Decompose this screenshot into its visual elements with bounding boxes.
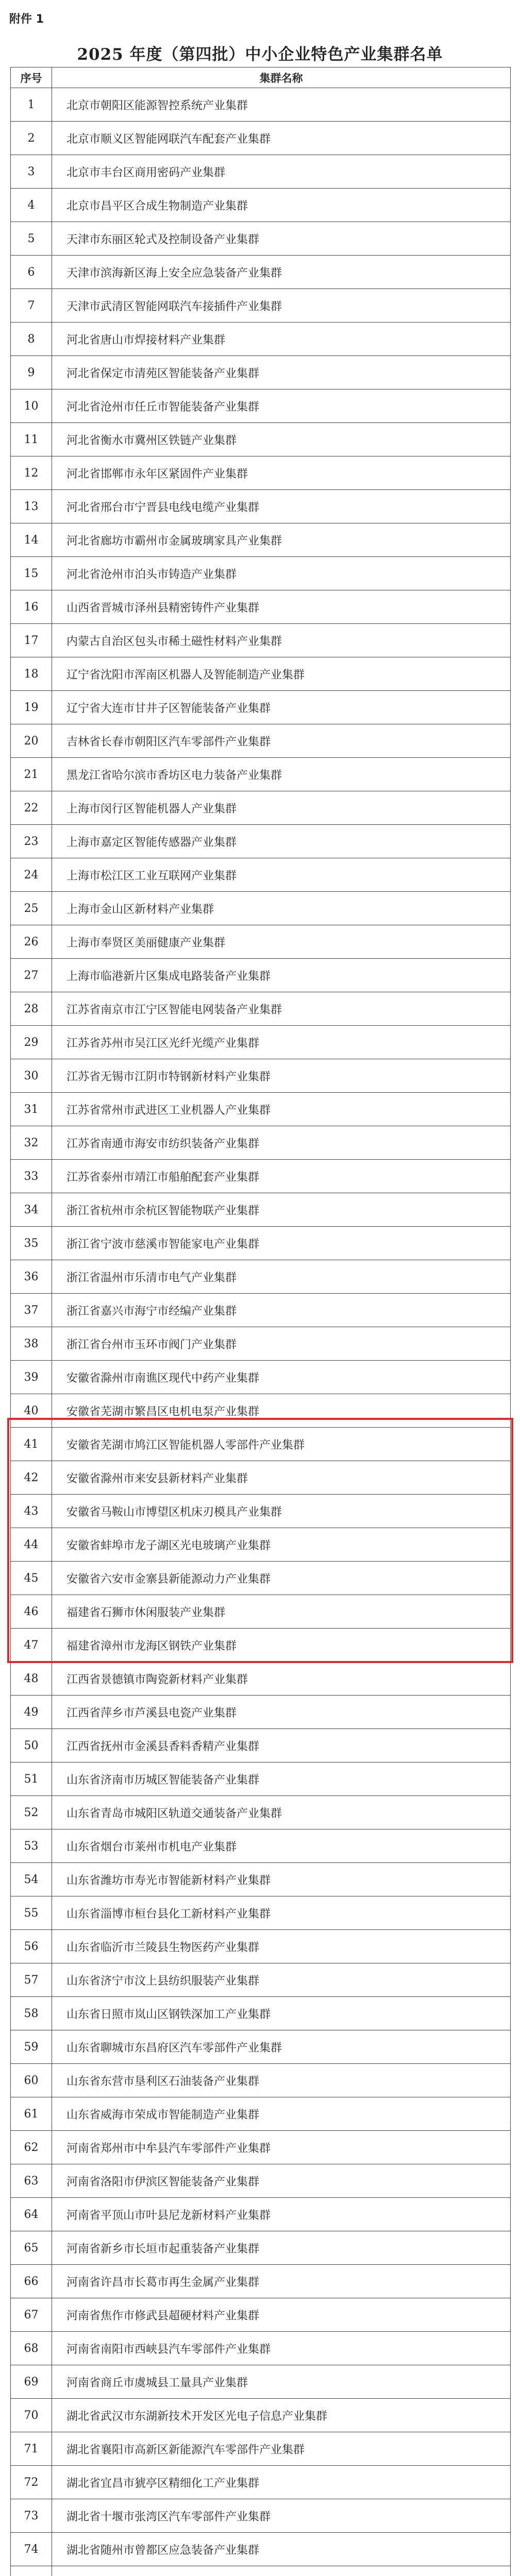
row-index: 70 — [11, 2399, 52, 2432]
row-index: 53 — [11, 1829, 52, 1863]
table-row — [11, 1093, 511, 1126]
row-index: 72 — [11, 2466, 52, 2499]
table-row — [11, 423, 511, 456]
table-row — [11, 791, 511, 825]
table-row — [11, 2097, 511, 2131]
cluster-name: 江西省萍乡市芦溪县电瓷产业集群 — [52, 1696, 511, 1729]
table-row — [11, 323, 511, 356]
table-row — [11, 825, 511, 858]
row-index: 2 — [11, 122, 52, 155]
table-row — [11, 1495, 511, 1528]
table-row — [11, 1863, 511, 1896]
table-row — [11, 1428, 511, 1461]
cluster-name: 河北省廊坊市霸州市金属玻璃家具产业集群 — [52, 523, 511, 557]
cluster-name: 山东省淄博市桓台县化工新材料产业集群 — [52, 1896, 511, 1930]
cluster-name: 上海市松江区工业互联网产业集群 — [52, 858, 511, 892]
row-index: 35 — [11, 1227, 52, 1260]
table-row — [11, 1629, 511, 1662]
cluster-name: 河北省邯郸市永年区紧固件产业集群 — [52, 456, 511, 490]
row-index: 13 — [11, 490, 52, 523]
row-index: 66 — [11, 2265, 52, 2298]
row-index: 52 — [11, 1796, 52, 1829]
table-row — [11, 2533, 511, 2566]
cluster-name: 河南省许昌市长葛市再生金属产业集群 — [52, 2265, 511, 2298]
row-index: 74 — [11, 2533, 52, 2566]
cluster-name: 江苏省无锡市江阴市特钢新材料产业集群 — [52, 1059, 511, 1093]
cluster-name: 山东省烟台市莱州市机电产业集群 — [52, 1829, 511, 1863]
table-row — [11, 1729, 511, 1762]
table-row — [11, 657, 511, 691]
row-index: 63 — [11, 2164, 52, 2198]
row-index: 19 — [11, 691, 52, 724]
row-index — [11, 2566, 52, 2576]
table-row — [11, 88, 511, 122]
table-header-row — [11, 67, 511, 88]
cluster-name: 浙江省嘉兴市海宁市经编产业集群 — [52, 1294, 511, 1327]
table-row — [11, 2064, 511, 2097]
row-index: 17 — [11, 624, 52, 657]
row-index: 58 — [11, 1997, 52, 2030]
table-row — [11, 1528, 511, 1562]
cluster-name: 上海市金山区新材料产业集群 — [52, 892, 511, 925]
cluster-list-table — [10, 67, 511, 2576]
cluster-name: 北京市昌平区合成生物制造产业集群 — [52, 189, 511, 222]
cluster-name: 湖北省襄阳市高新区新能源汽车零部件产业集群 — [52, 2432, 511, 2466]
row-index: 67 — [11, 2298, 52, 2332]
cluster-name: 上海市闵行区智能机器人产业集群 — [52, 791, 511, 825]
row-index: 50 — [11, 1729, 52, 1762]
row-index: 42 — [11, 1461, 52, 1495]
row-index: 20 — [11, 724, 52, 758]
table-row — [11, 2365, 511, 2399]
cluster-name: 北京市顺义区智能网联汽车配套产业集群 — [52, 122, 511, 155]
row-index: 44 — [11, 1528, 52, 1562]
cluster-name: 湖北省宜昌市猇亭区精细化工产业集群 — [52, 2466, 511, 2499]
cluster-name: 浙江省宁波市慈溪市智能家电产业集群 — [52, 1227, 511, 1260]
table-row — [11, 2332, 511, 2365]
table-row — [11, 256, 511, 289]
table-row — [11, 959, 511, 992]
cluster-name: 山东省青岛市城阳区轨道交通装备产业集群 — [52, 1796, 511, 1829]
table-row — [11, 1796, 511, 1829]
table-row — [11, 356, 511, 389]
table-row — [11, 2466, 511, 2499]
cluster-name: 河北省沧州市任丘市智能装备产业集群 — [52, 389, 511, 423]
cluster-name: 江苏省泰州市靖江市船舶配套产业集群 — [52, 1160, 511, 1193]
row-index: 10 — [11, 389, 52, 423]
cluster-name: 江西省景德镇市陶瓷新材料产业集群 — [52, 1662, 511, 1696]
table-row — [11, 2499, 511, 2533]
table-row — [11, 590, 511, 624]
table-row — [11, 1227, 511, 1260]
table-row — [11, 1662, 511, 1696]
row-index: 43 — [11, 1495, 52, 1528]
table-row — [11, 2131, 511, 2164]
table-body — [11, 88, 511, 2576]
cluster-name: 安徽省六安市金寨县新能源动力产业集群 — [52, 1562, 511, 1595]
cluster-name: 福建省石狮市休闲服装产业集群 — [52, 1595, 511, 1629]
table-row — [11, 2164, 511, 2198]
table-row — [11, 1930, 511, 1963]
cluster-name: 上海市奉贤区美丽健康产业集群 — [52, 925, 511, 959]
table-row — [11, 222, 511, 256]
cluster-name: 辽宁省沈阳市浑南区机器人及智能制造产业集群 — [52, 657, 511, 691]
table-row — [11, 1327, 511, 1361]
row-index: 24 — [11, 858, 52, 892]
cluster-name: 江苏省常州市武进区工业机器人产业集群 — [52, 1093, 511, 1126]
row-index: 27 — [11, 959, 52, 992]
table-row — [11, 1126, 511, 1160]
row-index: 37 — [11, 1294, 52, 1327]
page-title: 2025 年度（第四批）中小企业特色产业集群名单 — [77, 45, 443, 64]
cluster-name: 江苏省南通市海安市纺织装备产业集群 — [52, 1126, 511, 1160]
cluster-name: 河北省唐山市焊接材料产业集群 — [52, 323, 511, 356]
row-index: 61 — [11, 2097, 52, 2131]
cluster-name: 河北省衡水市冀州区铁链产业集群 — [52, 423, 511, 456]
row-index: 23 — [11, 825, 52, 858]
cluster-name: 吉林省长春市朝阳区汽车零部件产业集群 — [52, 724, 511, 758]
row-index: 9 — [11, 356, 52, 389]
row-index: 59 — [11, 2030, 52, 2064]
row-index: 55 — [11, 1896, 52, 1930]
table-row — [11, 189, 511, 222]
row-index: 68 — [11, 2332, 52, 2365]
cluster-name: 湖北省随州市曾都区应急装备产业集群 — [52, 2533, 511, 2566]
cluster-name: 河南省新乡市长垣市起重装备产业集群 — [52, 2231, 511, 2265]
cluster-name: 河南省商丘市虞城县工量具产业集群 — [52, 2365, 511, 2399]
row-index: 7 — [11, 289, 52, 323]
row-index: 69 — [11, 2365, 52, 2399]
cluster-name: 山东省聊城市东昌府区汽车零部件产业集群 — [52, 2030, 511, 2064]
row-index: 32 — [11, 1126, 52, 1160]
cluster-name: 河南省南阳市西峡县汽车零部件产业集群 — [52, 2332, 511, 2365]
cluster-name: 上海市嘉定区智能传感器产业集群 — [52, 825, 511, 858]
row-index: 64 — [11, 2198, 52, 2231]
table-row — [11, 691, 511, 724]
row-index: 18 — [11, 657, 52, 691]
table-row — [11, 2265, 511, 2298]
cluster-name — [52, 2566, 511, 2576]
cluster-name: 安徽省芜湖市鸠江区智能机器人零部件产业集群 — [52, 1428, 511, 1461]
cluster-name: 北京市丰台区商用密码产业集群 — [52, 155, 511, 189]
cluster-name: 天津市武清区智能网联汽车接插件产业集群 — [52, 289, 511, 323]
row-index: 33 — [11, 1160, 52, 1193]
row-index: 25 — [11, 892, 52, 925]
cluster-name: 江苏省南京市江宁区智能电网装备产业集群 — [52, 992, 511, 1026]
cluster-name: 北京市朝阳区能源智控系统产业集群 — [52, 88, 511, 122]
table-row — [11, 724, 511, 758]
row-index: 8 — [11, 323, 52, 356]
row-index: 51 — [11, 1762, 52, 1796]
cluster-name: 天津市滨海新区海上安全应急装备产业集群 — [52, 256, 511, 289]
cluster-name: 山东省济宁市汶上县纺织服装产业集群 — [52, 1963, 511, 1997]
cluster-name: 湖北省十堰市张湾区汽车零部件产业集群 — [52, 2499, 511, 2533]
table-row — [11, 2231, 511, 2265]
cluster-name: 浙江省温州市乐清市电气产业集群 — [52, 1260, 511, 1294]
cluster-name: 安徽省滁州市南谯区现代中药产业集群 — [52, 1361, 511, 1394]
cluster-name: 辽宁省大连市甘井子区智能装备产业集群 — [52, 691, 511, 724]
table-row — [11, 1294, 511, 1327]
row-index: 57 — [11, 1963, 52, 1997]
row-index: 46 — [11, 1595, 52, 1629]
attachment-label: 附件 1 — [9, 13, 44, 26]
row-index: 11 — [11, 423, 52, 456]
row-index: 1 — [11, 88, 52, 122]
cluster-name: 天津市东丽区轮式及控制设备产业集群 — [52, 222, 511, 256]
row-index: 54 — [11, 1863, 52, 1896]
table-row — [11, 2198, 511, 2231]
row-index: 45 — [11, 1562, 52, 1595]
row-index: 73 — [11, 2499, 52, 2533]
table-row — [11, 992, 511, 1026]
table-row — [11, 1762, 511, 1796]
row-index: 62 — [11, 2131, 52, 2164]
table-row — [11, 1829, 511, 1863]
table-row — [11, 2298, 511, 2332]
table-row — [11, 1361, 511, 1394]
table-row — [11, 2399, 511, 2432]
cluster-name: 河南省平顶山市叶县尼龙新材料产业集群 — [52, 2198, 511, 2231]
row-index: 60 — [11, 2064, 52, 2097]
table-row — [11, 1896, 511, 1930]
row-index: 16 — [11, 590, 52, 624]
table-row — [11, 1562, 511, 1595]
row-index: 5 — [11, 222, 52, 256]
table-row — [11, 858, 511, 892]
table-row — [11, 1461, 511, 1495]
cluster-name: 山东省日照市岚山区钢铁深加工产业集群 — [52, 1997, 511, 2030]
table-row — [11, 1595, 511, 1629]
table-row — [11, 122, 511, 155]
row-index: 38 — [11, 1327, 52, 1361]
cluster-name: 江西省抚州市金溪县香料香精产业集群 — [52, 1729, 511, 1762]
table-row — [11, 1696, 511, 1729]
cluster-name: 江苏省苏州市吴江区光纤光缆产业集群 — [52, 1026, 511, 1059]
cluster-name: 河北省沧州市泊头市铸造产业集群 — [52, 557, 511, 590]
row-index: 14 — [11, 523, 52, 557]
cluster-name: 黑龙江省哈尔滨市香坊区电力装备产业集群 — [52, 758, 511, 791]
row-index: 34 — [11, 1193, 52, 1227]
cluster-name: 安徽省马鞍山市博望区机床刃模具产业集群 — [52, 1495, 511, 1528]
row-index: 31 — [11, 1093, 52, 1126]
cluster-name: 山东省临沂市兰陵县生物医药产业集群 — [52, 1930, 511, 1963]
table-row — [11, 1059, 511, 1093]
row-index: 4 — [11, 189, 52, 222]
row-index: 30 — [11, 1059, 52, 1093]
cluster-name: 山东省威海市荣成市智能制造产业集群 — [52, 2097, 511, 2131]
row-index: 41 — [11, 1428, 52, 1461]
cluster-name: 安徽省蚌埠市龙子湖区光电玻璃产业集群 — [52, 1528, 511, 1562]
row-index: 6 — [11, 256, 52, 289]
cluster-name: 山东省济南市历城区智能装备产业集群 — [52, 1762, 511, 1796]
row-index: 71 — [11, 2432, 52, 2466]
table-row — [11, 2432, 511, 2466]
cluster-name: 福建省漳州市龙海区钢铁产业集群 — [52, 1629, 511, 1662]
cluster-name: 安徽省滁州市来安县新材料产业集群 — [52, 1461, 511, 1495]
table-row — [11, 523, 511, 557]
table-row — [11, 155, 511, 189]
row-index: 39 — [11, 1361, 52, 1394]
cluster-name: 内蒙古自治区包头市稀土磁性材料产业集群 — [52, 624, 511, 657]
table-row — [11, 289, 511, 323]
table-row — [11, 1026, 511, 1059]
cluster-name: 山西省晋城市泽州县精密铸件产业集群 — [52, 590, 511, 624]
row-index: 29 — [11, 1026, 52, 1059]
row-index: 26 — [11, 925, 52, 959]
header-index: 序号 — [11, 67, 52, 88]
table-row — [11, 1193, 511, 1227]
row-index: 15 — [11, 557, 52, 590]
table-row — [11, 925, 511, 959]
cluster-name: 浙江省杭州市余杭区智能物联产业集群 — [52, 1193, 511, 1227]
row-index: 65 — [11, 2231, 52, 2265]
row-index: 49 — [11, 1696, 52, 1729]
row-index: 3 — [11, 155, 52, 189]
cluster-name: 河南省郑州市中牟县汽车零部件产业集群 — [52, 2131, 511, 2164]
row-index: 12 — [11, 456, 52, 490]
table-row — [11, 1260, 511, 1294]
table-row — [11, 456, 511, 490]
cluster-name: 河北省保定市清苑区智能装备产业集群 — [52, 356, 511, 389]
table-row — [11, 389, 511, 423]
header-name: 集群名称 — [52, 67, 511, 88]
table-row — [11, 2566, 511, 2576]
table-row — [11, 557, 511, 590]
row-index: 28 — [11, 992, 52, 1026]
table-row — [11, 2030, 511, 2064]
cluster-name: 山东省东营市垦利区石油装备产业集群 — [52, 2064, 511, 2097]
table-row — [11, 1997, 511, 2030]
table-row — [11, 1963, 511, 1997]
table-row — [11, 758, 511, 791]
cluster-name: 湖北省武汉市东湖新技术开发区光电子信息产业集群 — [52, 2399, 511, 2432]
row-index: 21 — [11, 758, 52, 791]
table-row — [11, 490, 511, 523]
cluster-name: 浙江省台州市玉环市阀门产业集群 — [52, 1327, 511, 1361]
table-row — [11, 624, 511, 657]
table-row — [11, 1394, 511, 1428]
cluster-name: 河南省焦作市修武县超硬材料产业集群 — [52, 2298, 511, 2332]
cluster-name: 山东省潍坊市寿光市智能新材料产业集群 — [52, 1863, 511, 1896]
row-index: 22 — [11, 791, 52, 825]
row-index: 40 — [11, 1394, 52, 1428]
table-row — [11, 1160, 511, 1193]
cluster-name: 河北省邢台市宁晋县电线电缆产业集群 — [52, 490, 511, 523]
row-index: 56 — [11, 1930, 52, 1963]
row-index: 36 — [11, 1260, 52, 1294]
row-index: 48 — [11, 1662, 52, 1696]
cluster-name: 安徽省芜湖市繁昌区电机电泵产业集群 — [52, 1394, 511, 1428]
cluster-name: 河南省洛阳市伊滨区智能装备产业集群 — [52, 2164, 511, 2198]
row-index: 47 — [11, 1629, 52, 1662]
cluster-name: 上海市临港新片区集成电路装备产业集群 — [52, 959, 511, 992]
table-row — [11, 892, 511, 925]
